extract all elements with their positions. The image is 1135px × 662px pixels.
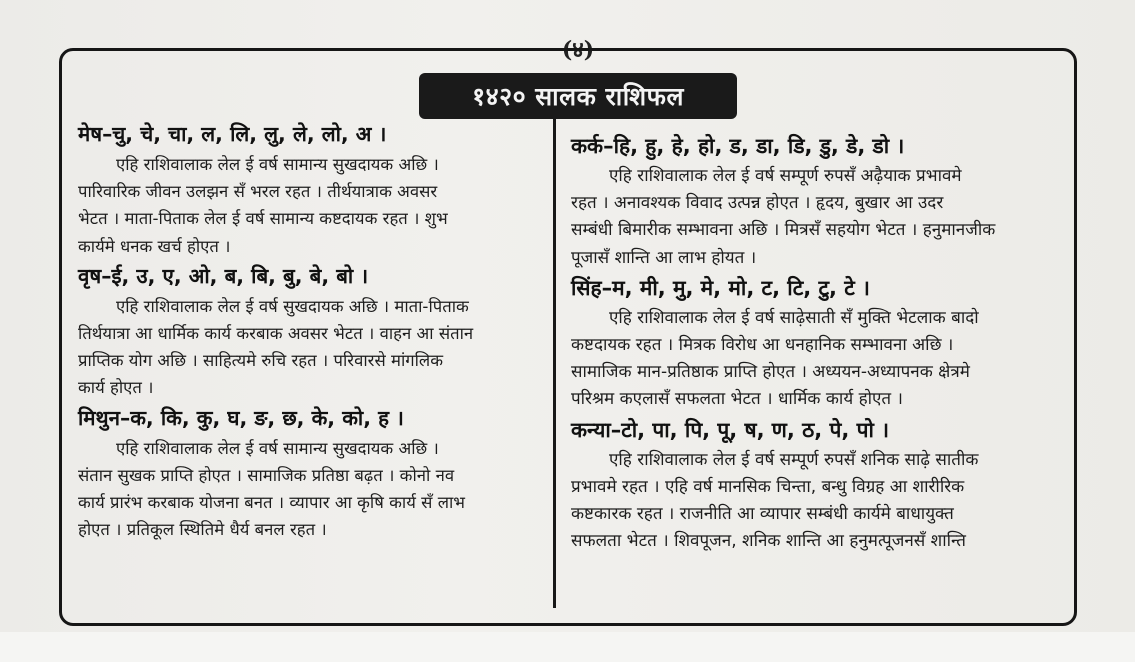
text-line: परिश्रम कएलासँ सफलता भेटत । धार्मिक कार्य होएत । <box>571 389 903 410</box>
text-line: कार्य प्रारंभ करबाक योजना बनत । व्यापार आ कृषि कार्य सँ लाभ <box>78 493 465 513</box>
text-line: रहत । अनावश्यक विवाद उत्पन्न होएत । हृदय, बुखार आ उदर <box>571 193 944 214</box>
text-line: एहि राशिवालाक लेल ई वर्ष साढ़ेसाती सँ मुक्ति भेटलाक बादो <box>609 307 979 328</box>
sign-heading: कन्या–टो, पा, पि, पू, ष, ण, ठ, पे, पो । <box>571 417 890 442</box>
text-line: प्राप्तिक योग अछि । साहित्यमे रुचि रहत । परिवारसे मांगलिक <box>78 351 443 371</box>
sign-section-kanya <box>571 414 1051 556</box>
sign-description <box>78 435 558 544</box>
text-line: पारिवारिक जीवन उलझन सँ भरल रहत । तीर्थयात्राक अवसर <box>78 182 438 202</box>
sign-heading: मिथुन–क, कि, कु, घ, ङ, छ, के, को, ह । <box>78 405 404 430</box>
text-line: प्रभावमे रहत । एहि वर्ष मानसिक चिन्ता, बन्धु विग्रह आ शारीरिक <box>571 476 965 497</box>
page-edge <box>0 632 1135 662</box>
page-number: (४) <box>561 37 595 63</box>
sign-heading: सिंह–म, मी, मु, मे, मो, ट, टि, टु, टे । <box>571 275 870 300</box>
sign-heading: वृष–ई, उ, ए, ओ, ब, बि, बु, बे, बो । <box>78 263 369 288</box>
right-column <box>571 130 1051 555</box>
sign-section-vrish <box>78 260 558 402</box>
page-title-text: १४२० सालक राशिफल <box>472 82 684 111</box>
sign-section-mithun <box>78 402 558 544</box>
sign-description <box>571 447 1051 556</box>
text-line: एहि राशिवालाक लेल ई वर्ष सम्पूर्ण रुपसँ अढ़ैयाक प्रभावमे <box>609 166 962 186</box>
sign-heading: मेष–चु, चे, चा, ल, लि, लु, ले, लो, अ । <box>78 122 387 146</box>
sign-section-kark <box>571 130 1051 272</box>
sign-description <box>571 305 1051 414</box>
text-line: एहि राशिवालाक लेल ई वर्ष सामान्य सुखदायक अछि । <box>116 155 439 174</box>
text-line: संतान सुखक प्राप्ति होएत । सामाजिक प्रतिष्ठा बढ़त । कोनो नव <box>78 465 455 485</box>
text-line: एहि राशिवालाक लेल ई वर्ष सम्पूर्ण रुपसँ शनिक साढ़े सातीक <box>609 449 979 470</box>
page-title <box>419 73 737 119</box>
text-line: एहि राशिवालाक लेल ई वर्ष सुखदायक अछि । माता-पिताक <box>116 296 469 316</box>
text-line: सफलता भेटत । शिवपूजन, शनिक शान्ति आ हनुमत्पूजनसँ शान्ति <box>571 531 966 552</box>
text-line: कार्य होएत । <box>78 378 154 398</box>
text-line: कष्टकारक रहत । राजनीति आ व्यापार सम्बंधी कार्यमे बाधायुक्त <box>571 504 954 525</box>
sign-description <box>78 293 558 402</box>
text-line: भेटत । माता-पिताक लेल ई वर्ष सामान्य कष्टदायक रहत । शुभ <box>78 209 448 229</box>
text-line: सम्बंधी बिमारीक सम्भावना अछि । मित्रसँ सहयोग भेटत । हनुमानजीक <box>571 220 996 241</box>
text-line: कष्टदायक रहत । मित्रक विरोध आ धनहानिक सम्भावना अछि । <box>571 335 954 356</box>
sign-section-singh <box>571 272 1051 414</box>
text-line: होएत । प्रतिकूल स्थितिमे धैर्य बनल रहत । <box>78 520 327 540</box>
left-column <box>78 118 558 543</box>
text-line: पूजासँ शान्ति आ लाभ होयत । <box>571 247 757 268</box>
text-line: सामाजिक मान-प्रतिष्ठाक प्राप्ति होएत । अध्ययन-अध्यापनक क्षेत्रमे <box>571 362 970 383</box>
sign-description <box>78 151 558 260</box>
text-line: कार्यमे धनक खर्च होएत । <box>78 236 231 256</box>
sign-heading: कर्क–हि, हु, हे, हो, ड, डा, डि, डु, डे, डो । <box>571 134 905 158</box>
sign-section-mesh <box>78 118 558 260</box>
sign-description <box>571 163 1051 272</box>
text-line: तिर्थयात्रा आ धार्मिक कार्य करबाक अवसर भेटत । वाहन आ संतान <box>78 324 474 344</box>
text-line: एहि राशिवालाक लेल ई वर्ष सामान्य सुखदायक अछि । <box>116 438 439 458</box>
